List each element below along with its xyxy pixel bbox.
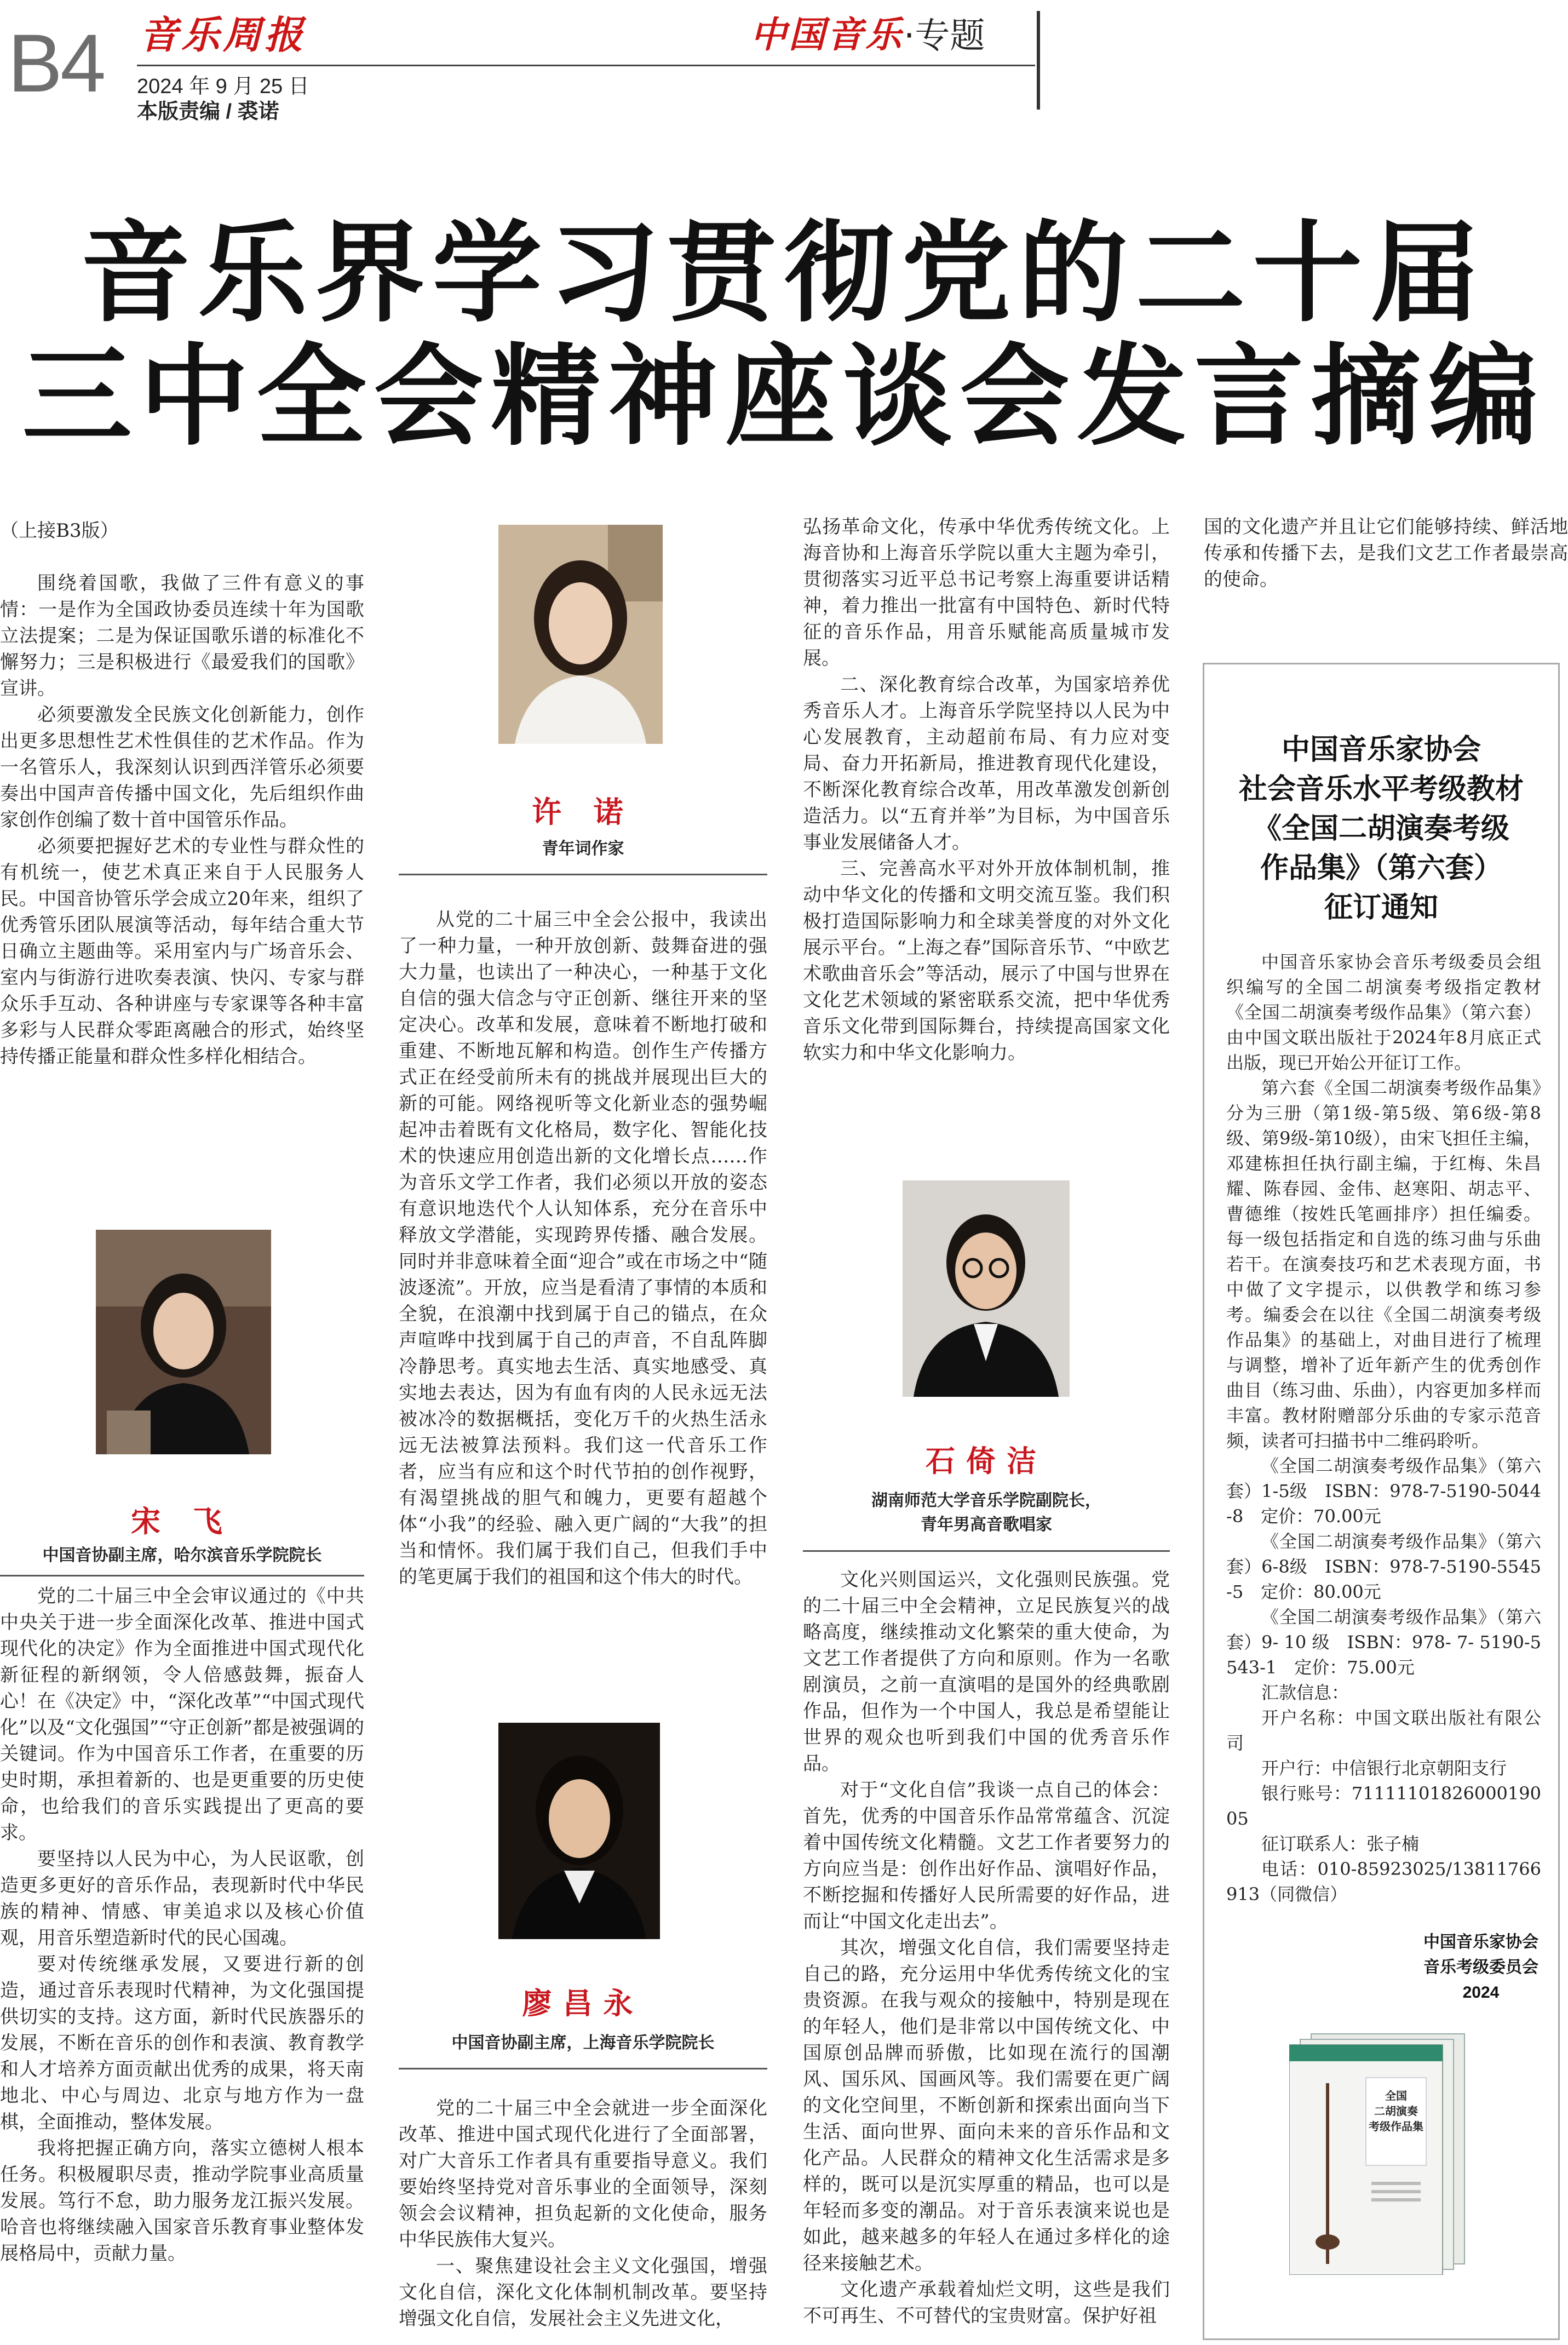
speaker-role-shi-yijie-line-2: 青年男高音歌唱家 — [921, 1515, 1052, 1534]
notice-title-line: 作品集》（第六套） — [1260, 851, 1502, 885]
speaker-role-shi-yijie-line-1: 湖南师范大学音乐学院副院长， — [871, 1491, 1101, 1510]
subscription-notice — [1203, 663, 1560, 2340]
portrait-song-fei — [96, 1230, 271, 1454]
book-cover-title-line-1: 全国 — [1385, 2089, 1407, 2102]
notice-remit-label: 汇款信息： — [1261, 1682, 1349, 1703]
notice-bank: 开户行：中信银行北京朝阳支行 — [1261, 1758, 1507, 1779]
notice-body — [1226, 949, 1541, 1907]
article-column-3-top — [803, 514, 1170, 1066]
notice-paragraph: 第六套《全国二胡演奏考级作品集》分为三册（第1级-第5级、第6级-第8级、第9级-第10级），由宋飞担任主编，邓建栋担任执行副主编，于红梅、朱昌耀、陈春园、金伟、赵寒阳、胡志平、曹德维（按姓氏笔画排序）担任编委。每一级包括指定和自选的练习曲与乐曲若干。在演奏技巧和艺术表现方面，书中做了文字提示，以供教学和练习参考。编委会在以往《全国二胡演奏考级作品集》的基础上，对曲目进行了梳理与调整，增补了近年新产生的优秀创作曲目（练习曲、乐曲），内容更加多样而丰富。教材附赠部分乐曲的专家示范音频，读者可扫描书中二维码聆听。 — [1226, 1077, 1541, 1451]
header-divider — [1037, 11, 1040, 110]
speaker-name-xu-nuo: 许 诺 — [532, 794, 634, 829]
notice-signature — [1423, 1930, 1538, 2005]
paragraph: 对于“文化自信”我谈一点自己的体会：首先，优秀的中国音乐作品常常蕴含、沉淀着中国传统文化精髓。文艺工作者要努力的方向应当是：创作出好作品、演唱好作品，不断挖掘和传播好人民所需要的好作品，进而让“中国文化走出去”。 — [803, 1779, 1170, 1933]
notice-title-line: 《全国二胡演奏考级 — [1253, 812, 1509, 845]
notice-title-line: 征订通知 — [1324, 891, 1438, 924]
article-column-3-bottom — [803, 1567, 1170, 2342]
book-cover-title-line-3: 考级作品集 — [1369, 2120, 1423, 2133]
issue-date: 2024 年 9 月 25 日 — [137, 75, 309, 98]
divider — [399, 2068, 767, 2069]
paragraph: 党的二十届三中全会就进一步全面深化改革、推进中国式现代化进行了全面部署，对广大音乐工作者具有重要指导意义。我们要始终坚持党对音乐事业的全面领导，深刻领会会议精神，担负起新的文化使命，服务中华民族伟大复兴。 — [399, 2097, 767, 2251]
book-cover-title-line-2: 二胡演奏 — [1374, 2105, 1418, 2118]
article-column-4-top — [1204, 514, 1568, 593]
notice-paragraph: 中国音乐家协会音乐考级委员会组织编写的全国二胡演奏考级指定教材《全国二胡演奏考级作品集》（第六套）由中国文联出版社于2024年8月底正式出版，现已开始公开征订工作。 — [1226, 951, 1541, 1073]
article-column-2-bottom — [399, 2095, 767, 2342]
paragraph: 二、深化教育综合改革，为国家培养优秀音乐人才。上海音乐学院坚持以人民为中心发展教育，主动超前布局、有力应对变局、奋力开拓新局，推进教育现代化建设，不断深化教育综合改革，用改革激发创新创造活力。以“五育并举”为目标，为中国音乐事业发展储备人才。 — [803, 674, 1170, 853]
notice-isbn-3: 《全国二胡演奏考级作品集》（第六套）9- 10 级 ISBN：978- 7- 5190-5543-1 定价：75.00元 — [1226, 1607, 1541, 1678]
headline-line-1: 音乐界学习贯彻党的二十届 — [81, 210, 1487, 337]
notice-account-name: 开户名称：中国文联出版社有限公司 — [1226, 1707, 1541, 1753]
paragraph: 弘扬革命文化，传承中华优秀传统文化。上海音协和上海音乐学院以重大主题为牵引，贯彻落实习近平总书记考察上海重要讲话精神，着力推出一批富有中国特色、新时代特征的音乐作品，用音乐赋能高质量城市发展。 — [803, 516, 1170, 669]
page-editor: 本版责编 / 裘诺 — [137, 100, 279, 123]
article-column-1-bottom — [0, 1583, 364, 2339]
notice-sign-year: 2024 — [1462, 1983, 1500, 2002]
paragraph: 要对传统继承发展，又要进行新的创造，通过音乐表现时代精神，为文化强国提供切实的支持。这方面，新时代民族器乐的发展，不断在音乐的创作和表演、教育教学和人才培养方面贡献出优秀的成果，将天南地北、中心与周边、北京与地方作为一盘棋，全面推动，整体发展。 — [0, 1953, 364, 2133]
portrait-shi-yijie — [903, 1180, 1070, 1397]
speaker-role-xu-nuo: 青年词作家 — [542, 839, 624, 858]
notice-isbn-1: 《全国二胡演奏考级作品集》（第六套）1-5级 ISBN：978-7-5190-5044-8 定价：70.00元 — [1226, 1455, 1541, 1527]
paragraph: 党的二十届三中全会审议通过的《中共中央关于进一步全面深化改革、推进中国式现代化的决定》作为全面推进中国式现代化新征程的新纲领，令人倍感鼓舞，振奋人心！在《决定》中，“深化改革”“中国式现代化”以及“文化强国”“守正创新”都是被强调的关键词。作为中国音乐工作者，在重要的历史时期，承担着新的、也是更重要的历史使命，也给我们的音乐实践提出了更高的要求。 — [0, 1585, 364, 1844]
paragraph: 从党的二十届三中全会公报中，我读出了一种力量，一种开放创新、鼓舞奋进的强大力量，也读出了一种决心，一种基于文化自信的强大信念与守正创新、继往开来的坚定决心。改革和发展，意味着不断地打破和重建、不断地瓦解和构造。创作生产传播方式正在经受前所未有的挑战并展现出巨大的新的可能。网络视听等文化新业态的强势崛起冲击着既有文化格局，数字化、智能化技术的快速应用创造出新的文化增长点……作为音乐文学工作者，我们必须以开放的姿态有意识地迭代个人认知体系，充分在音乐中释放文学潜能，实现跨界传播、融合发展。同时并非意味着全面“迎合”或在市场之中“随波逐流”。开放，应当是看清了事情的本质和全貌，在浪潮中找到属于自己的锚点，在众声喧哗中找到属于自己的声音，不自乱阵脚冷静思考。真实地去生活、真实地感受、真实地去表达，因为有血有肉的人民永远无法被冰冷的数据概括，变化万千的火热生活永远无法被算法预料。我们这一代音乐工作者，应当有应和这个时代节拍的创作视野，有渴望挑战的胆气和魄力，更要有超越个体“小我”的经验、融入更广阔的“大我”的担当和情怀。我们属于我们自己，但我们手中的笔更属于我们的祖国和这个伟大的时代。 — [399, 909, 767, 1588]
paragraph: 国的文化遗产并且让它们能够持续、鲜活地传承和传播下去，是我们文艺工作者最崇高的使命。 — [1204, 516, 1568, 590]
paragraph: 三、完善高水平对外开放体制机制，推动中华文化的传播和文明交流互鉴。我们积极打造国际影响力和全球美誉度的对外文化展示平台。“上海之春”国际音乐节、“中欧艺术歌曲音乐会”等活动，展示了中国与世界在文化艺术领域的紧密联系交流，把中华优秀音乐文化带到国际舞台，持续提高国家文化软实力和中华文化影响力。 — [803, 858, 1170, 1064]
speaker-name-liao-changyong: 廖昌永 — [522, 1986, 644, 2021]
notice-sign-line: 音乐考级委员会 — [1423, 1958, 1538, 1976]
continued-note: （上接B3版） — [0, 520, 119, 542]
paragraph: 我将把握正确方向，落实立德树人根本任务。积极履职尽责，推动学院事业高质量发展。笃行不怠，助力服务龙江振兴发展。哈音也将继续融入国家音乐教育事业整体发展格局中，贡献力量。 — [0, 2137, 364, 2264]
notice-phone: 电话：010-85923025/13811766913（同微信） — [1226, 1859, 1541, 1905]
book-cover-image — [1289, 2023, 1470, 2275]
divider — [0, 1575, 364, 1576]
notice-contact: 征订联系人：张子楠 — [1261, 1833, 1420, 1854]
paragraph: 其次，增强文化自信，我们需要坚持走自己的路，充分运用中华优秀传统文化的宝贵资源。在我与观众的接触中，特别是现在的年轻人，他们是非常以中国传统文化、中国原创品牌而骄傲，比如现在流行的国潮风、国乐风、国画风等。我们需要在更广阔的文化空间里，不断创新和探索出面向当下生活、面向世界、面向未来的音乐作品和文化产品。人民群众的精神文化生活需求是多样的，既可以是沉实厚重的精品，也可以是年轻而多变的潮品。对于音乐表演来说也是如此，越来越多的年轻人在通过多样化的途径来接触艺术。 — [803, 1937, 1170, 2274]
paragraph: 围绕着国歌，我做了三件有意义的事情：一是作为全国政协委员连续十年为国歌立法提案；二是为保证国歌乐谱的标准化不懈努力；三是积极进行《最爱我们的国歌》宣讲。 — [0, 572, 364, 700]
paragraph: 要坚持以人民为中心，为人民讴歌，创造更多更好的音乐作品，表现新时代中华民族的精神、情感、审美追求以及核心价值观，用音乐塑造新时代的民心国魂。 — [0, 1848, 364, 1949]
brand-logo: 中国音乐 — [750, 13, 904, 56]
article-column-1-top — [0, 518, 364, 1070]
speaker-name-song-fei: 宋 飞 — [131, 1504, 233, 1539]
section-label: ·专题 — [904, 16, 985, 56]
notice-title-line: 中国音乐家协会 — [1281, 733, 1481, 766]
speaker-role-liao-changyong: 中国音协副主席，上海音乐学院院长 — [451, 2033, 715, 2052]
notice-title-line: 社会音乐水平考级教材 — [1238, 772, 1524, 806]
divider — [399, 874, 767, 875]
notice-account-number: 银行账号：7111110182600019005 — [1226, 1783, 1541, 1829]
paragraph: 文化兴则国运兴，文化强则民族强。党的二十届三中全会精神，立足民族复兴的战略高度，继续推动文化繁荣的重大使命，为文艺工作者提供了方向和原则。作为一名歌剧演员，之前一直演唱的是国外的经典歌剧作品，但作为一个中国人，我总是希望能让世界的观众也听到我们中国的优秀音乐作品。 — [803, 1569, 1170, 1775]
notice-isbn-2: 《全国二胡演奏考级作品集》（第六套）6-8级 ISBN：978-7-5190-5545-5 定价：80.00元 — [1226, 1531, 1541, 1602]
masthead-logo: 音乐周报 — [140, 12, 306, 58]
article-column-2-top — [399, 907, 767, 1590]
paragraph: 必须要激发全民族文化创新能力，创作出更多思想性艺术性俱佳的艺术作品。作为一名管乐人，我深刻认识到西洋管乐必须要奏出中国声音传播中国文化，先后组织作曲家创作创编了数十首中国管乐作品。 — [0, 704, 364, 831]
paragraph: 一、聚焦建设社会主义文化强国，增强文化自信，深化文化体制机制改革。要坚持增强文化自信，发展社会主义先进文化， — [399, 2255, 767, 2330]
notice-title — [1204, 730, 1558, 927]
divider — [803, 1550, 1170, 1552]
header-rule — [137, 65, 1035, 66]
portrait-liao-changyong — [498, 1723, 660, 1939]
page-code: B4 — [8, 17, 104, 109]
headline-line-2: 三中全会精神座谈会发言摘编 — [22, 333, 1546, 461]
paragraph: 必须要把握好艺术的专业性与群众性的有机统一，使艺术真正来自于人民服务人民。中国音协管乐学会成立20年来，组织了优秀管乐团队展演等活动，每年结合重大节日确立主题曲等。采用室内与广场音乐会、室内与街游行进吹奏表演、快闪、专家与群众乐手互动、各种讲座与专家课等各种丰富多彩与人民群众零距离融合的形式，始终坚持传播正能量和群众性多样化相结合。 — [0, 835, 364, 1068]
speaker-name-shi-yijie: 石倚洁 — [926, 1443, 1047, 1478]
speaker-role-song-fei: 中国音协副主席，哈尔滨音乐学院院长 — [42, 1546, 322, 1565]
paragraph: 文化遗产承载着灿烂文明，这些是我们不可再生、不可替代的宝贵财富。保护好祖 — [803, 2279, 1170, 2327]
portrait-xu-nuo — [498, 525, 663, 744]
notice-sign-line: 中国音乐家协会 — [1423, 1933, 1538, 1951]
